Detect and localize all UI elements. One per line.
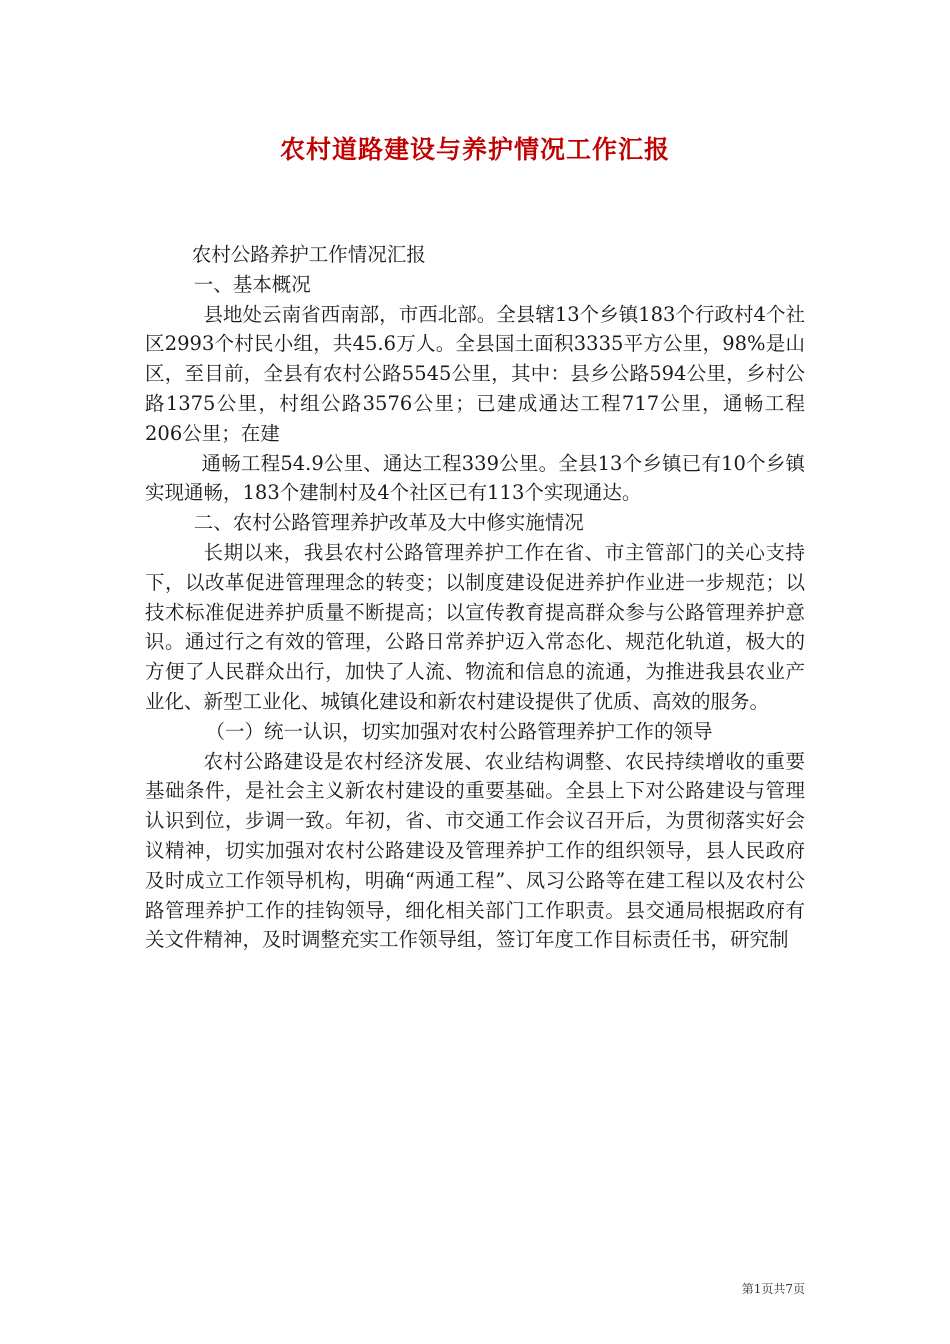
paragraph-overview-cont: 通畅工程54.9公里、通达工程339公里。全县13个乡镇已有10个乡镇实现通畅，183个建制村及4个社区已有113个实现通达。 (145, 451, 805, 505)
heading-reform: 二、农村公路管理养护改革及大中修实施情况 (193, 511, 584, 535)
paragraph-leadership: 农村公路建设是农村经济发展、农业结构调整、农民持续增收的重要基础条件，是社会主义新农村建设的重要基础。全县上下对公路建设与管理认识到位，步调一致。年初，省、市交通工作会议召开后，为贯彻落实好会议精神，切实加强对农村公路建设及管理养护工作的组织领导，县人民政府及时成立工作领导机构，明确“两通工程”、凤习公路等在建工程以及农村公路管理养护工作的挂钩领导，细化相关部门工作职责。县交通局根据政府有关文件精神，及时调整充实工作领导组，签订年度工作目标责任书，研究制 (145, 749, 805, 952)
document-body (145, 240, 805, 955)
page-number: 第1页共7页 (741, 1282, 805, 1296)
document-title: 农村道路建设与养护情况工作汇报 (279, 135, 670, 164)
paragraph-overview: 县地处云南省西南部，市西北部。全县辖13个乡镇183个行政村4个社区2993个村民小组，共45.6万人。全县国土面积3335平方公里，98%是山区，至目前，全县有农村公路5545公里，其中：县乡公路594公里，乡村公路1375公里，村组公路3576公里；已建成通达工程717公里，通畅工程206公里；在建 (145, 302, 805, 445)
paragraph-reform: 长期以来，我县农村公路管理养护工作在省、市主管部门的关心支持下，以改革促进管理理念的转变；以制度建设促进养护作业进一步规范；以技术标准促进养护质量不断提高；以宣传教育提高群众参与公路管理养护意识。通过行之有效的管理，公路日常养护迈入常态化、规范化轨道，极大的方便了人民群众出行，加快了人流、物流和信息的流通，为推进我县农业产业化、新型工业化、城镇化建设和新农村建设提供了优质、高效的服务。 (145, 540, 805, 713)
paragraph-subtitle: 农村公路养护工作情况汇报 (191, 243, 426, 266)
heading-basic-overview: 一、基本概况 (193, 272, 311, 296)
heading-unified-understanding: （一）统一认识，切实加强对农村公路管理养护工作的领导 (205, 719, 713, 743)
